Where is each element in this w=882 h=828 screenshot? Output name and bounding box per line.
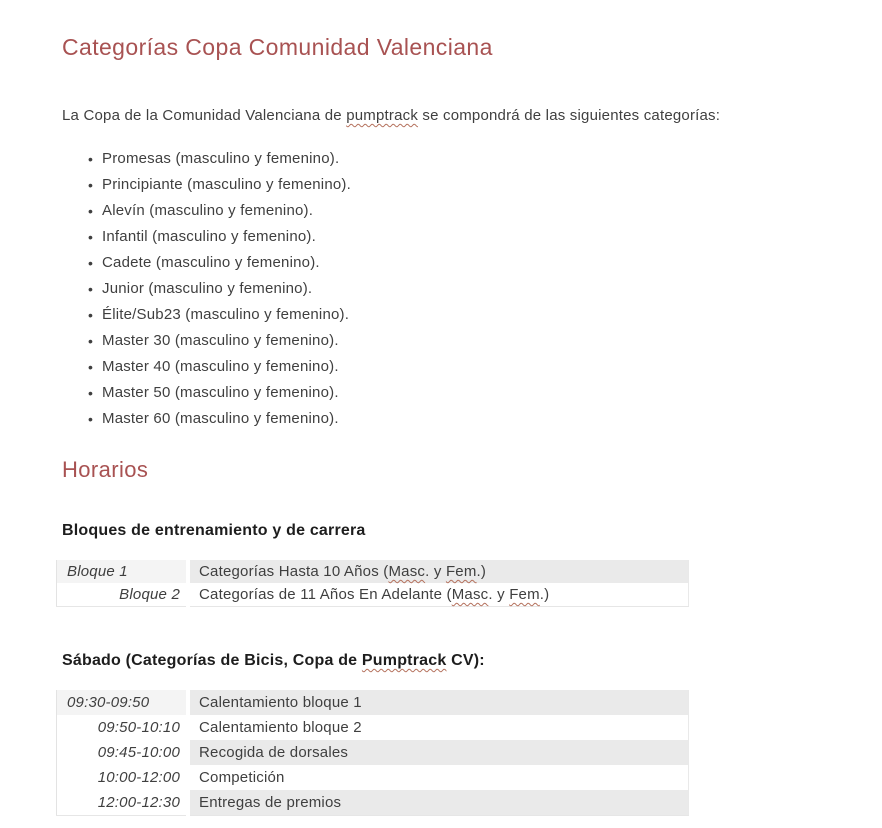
bloque-label-cell: Bloque 1: [57, 560, 189, 583]
time-cell: 09:45-10:00: [57, 740, 189, 765]
desc-text: .): [476, 563, 487, 580]
table-row: [57, 583, 689, 607]
table-row: [57, 715, 689, 740]
time-cell: 09:50-10:10: [57, 715, 189, 740]
list-item: • Infantil (masculino y femenino).: [102, 224, 822, 250]
activity-cell: Calentamiento bloque 2: [188, 715, 689, 740]
list-item: • Master 50 (masculino y femenino).: [102, 380, 822, 406]
intro-paragraph: [62, 106, 822, 126]
page-title: Categorías Copa Comunidad Valenciana: [62, 34, 493, 60]
section-title-horarios: Horarios: [62, 457, 149, 482]
desc-text: . y: [488, 586, 510, 603]
spellcheck-word-pumptrack: Pumptrack: [361, 652, 447, 669]
activity-cell: Calentamiento bloque 1: [188, 690, 689, 715]
time-cell: 10:00-12:00: [57, 765, 189, 790]
list-item: • Principiante (masculino y femenino).: [102, 172, 822, 198]
desc-text: Categorías Hasta 10 Años (: [199, 563, 389, 580]
spellcheck-word-pumptrack: pumptrack: [346, 107, 419, 124]
list-item: • Master 60 (masculino y femenino).: [102, 406, 822, 432]
spellcheck-word-fem: Fem: [509, 586, 540, 603]
subheading-sabado: [62, 651, 822, 671]
bloques-table: [56, 560, 689, 607]
bloque-desc-cell: [188, 583, 689, 607]
table-row: [57, 690, 689, 715]
activity-cell: Entregas de premios: [188, 790, 689, 816]
sabado-text-after: CV):: [446, 652, 485, 669]
activity-cell: Recogida de dorsales: [188, 740, 689, 765]
desc-text: . y: [425, 563, 446, 580]
subheading-bloques: Bloques de entrenamiento y de carrera: [62, 522, 366, 539]
desc-text: .): [539, 586, 550, 603]
bloque-desc-cell: [188, 560, 689, 583]
list-item: • Junior (masculino y femenino).: [102, 276, 822, 302]
list-item: • Master 40 (masculino y femenino).: [102, 354, 822, 380]
list-item: • Promesas (masculino y femenino).: [102, 146, 822, 172]
spellcheck-word-masc: Masc: [388, 563, 426, 580]
table-row: [57, 765, 689, 790]
table-row: [57, 790, 689, 816]
sabado-schedule-table: [56, 690, 689, 816]
table-row: [57, 560, 689, 583]
time-cell: 12:00-12:30: [57, 790, 189, 816]
intro-text-before: La Copa de la Comunidad Valenciana de: [62, 107, 347, 124]
table-row: [57, 740, 689, 765]
categories-list: [62, 146, 822, 432]
bloque-label-cell: Bloque 2: [57, 583, 189, 607]
desc-text: Categorías de 11 Años En Adelante (: [199, 586, 452, 603]
list-item: • Élite/Sub23 (masculino y femenino).: [102, 302, 822, 328]
spellcheck-word-fem: Fem: [445, 563, 477, 580]
intro-text-after: se compondrá de las siguientes categorías:: [418, 107, 721, 124]
time-cell: 09:30-09:50: [57, 690, 189, 715]
spellcheck-word-masc: Masc: [451, 586, 489, 603]
list-item: • Cadete (masculino y femenino).: [102, 250, 822, 276]
activity-cell: Competición: [188, 765, 689, 790]
sabado-text-before: Sábado (Categorías de Bicis, Copa de: [62, 652, 362, 669]
list-item: • Master 30 (masculino y femenino).: [102, 328, 822, 354]
list-item: • Alevín (masculino y femenino).: [102, 198, 822, 224]
